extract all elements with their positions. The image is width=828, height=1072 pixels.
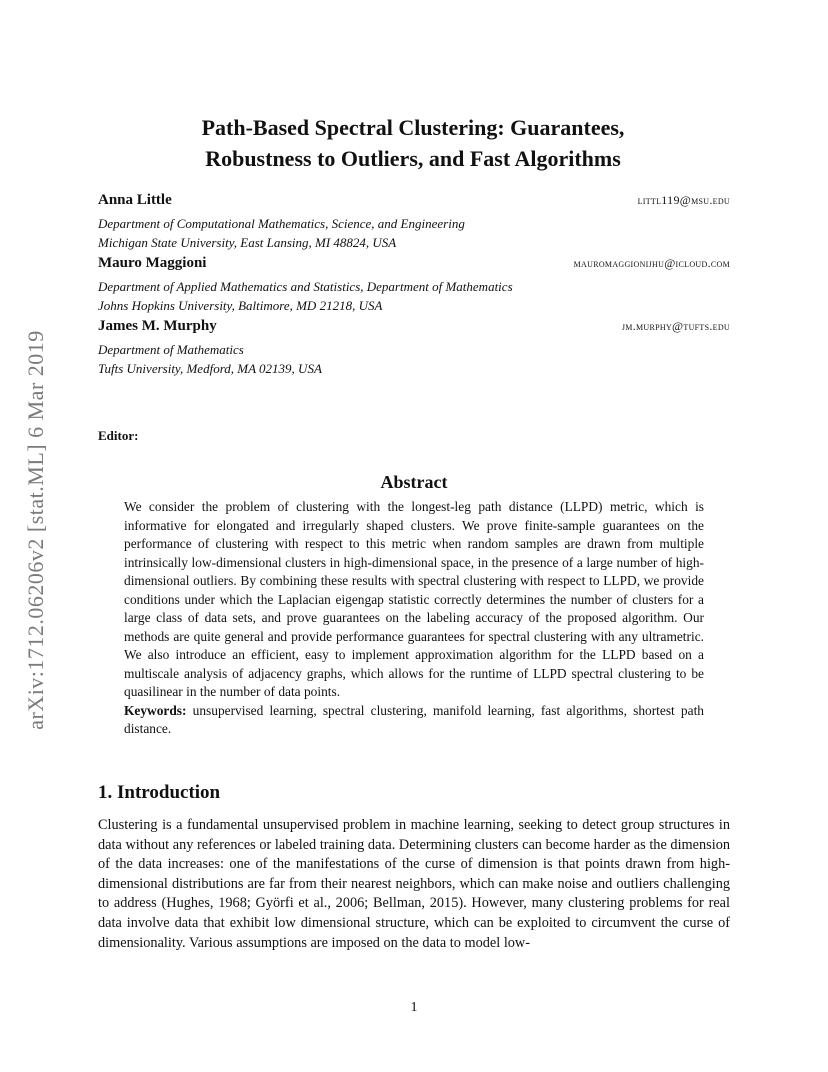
author-affiliation: Department of Applied Mathematics and Statistics, Department of Mathematics (98, 279, 513, 294)
arxiv-id: arXiv:1712.06206v2 [stat.ML] 6 Mar 2019 (23, 330, 48, 730)
abstract-body (124, 498, 704, 739)
author-block (98, 318, 730, 378)
page-number: 1 (410, 1000, 418, 1015)
arxiv-stamp (14, 290, 58, 770)
author-email: jm.murphy@tufts.edu (621, 319, 730, 333)
author-affiliation: Johns Hopkins University, Baltimore, MD 21218, USA (98, 298, 383, 313)
editor-label: Editor: (98, 428, 139, 443)
section-heading: 1. Introduction (98, 782, 221, 803)
introduction-paragraph: Clustering is a fundamental unsupervised problem in machine learning, seeking to detect group structures in data without any references or labeled training data. Determining clusters can become harder as the dimension of the data increases: one of the manifestations of the curse of dimension is that points drawn from high-dimensional distributions are far from their nearest neighbors, which can make noise and outliers challenging to address (Hughes, 1968; Györfi et al., 2006; Bellman, 2015). However, many clustering problems for real data involve data that exhibit low dimensional structure, which can be exploited to circumvent the curse of dimensionality. Various assumptions are imposed on the data to model low- (98, 817, 730, 951)
author-affiliation: Department of Computational Mathematics, Science, and Engineering (98, 216, 465, 231)
title-line-2: Robustness to Outliers, and Fast Algorithms (205, 146, 621, 171)
author-block (98, 192, 730, 252)
author-name: Anna Little (98, 192, 172, 208)
author-name: James M. Murphy (98, 318, 217, 334)
author-block (98, 255, 730, 315)
paper-title (98, 112, 728, 174)
author-affiliation: Department of Mathematics (98, 342, 244, 357)
author-affiliation: Michigan State University, East Lansing, MI 48824, USA (98, 235, 397, 250)
author-email: littl119@msu.edu (637, 193, 730, 207)
abstract-heading: Abstract (380, 472, 448, 492)
author-affiliation: Tufts University, Medford, MA 02139, USA (98, 361, 322, 376)
keywords (124, 702, 704, 739)
keywords-label: Keywords: (124, 702, 187, 718)
author-email: mauromaggionijhu@icloud.com (573, 256, 730, 270)
title-line-1: Path-Based Spectral Clustering: Guarantees, (201, 115, 625, 140)
abstract-text: We consider the problem of clustering with the longest-leg path distance (LLPD) metric, which is informative for elongated and irregularly shaped clusters. We prove finite-sample guarantees on the performance of clustering with respect to this metric when random samples are drawn from multiple intrinsically low-dimensional clusters in high-dimensional space, in the presence of a large number of high-dimensional outliers. By combining these results with spectral clustering with respect to LLPD, we provide conditions under which the Laplacian eigengap statistic correctly determines the number of clusters for a large class of data sets, and prove guarantees on the labeling accuracy of the proposed algorithm. Our methods are quite general and provide performance guarantees for spectral clustering with any ultrametric. We also introduce an efficient, easy to implement approximation algorithm for the LLPD based on a multiscale analysis of adjacency graphs, which allows for the runtime of LLPD spectral clustering to be quasilinear in the number of data points. (124, 499, 704, 699)
keywords-text: unsupervised learning, spectral clustering, manifold learning, fast algorithms, shortest path distance. (124, 702, 704, 736)
author-name: Mauro Maggioni (98, 255, 207, 271)
